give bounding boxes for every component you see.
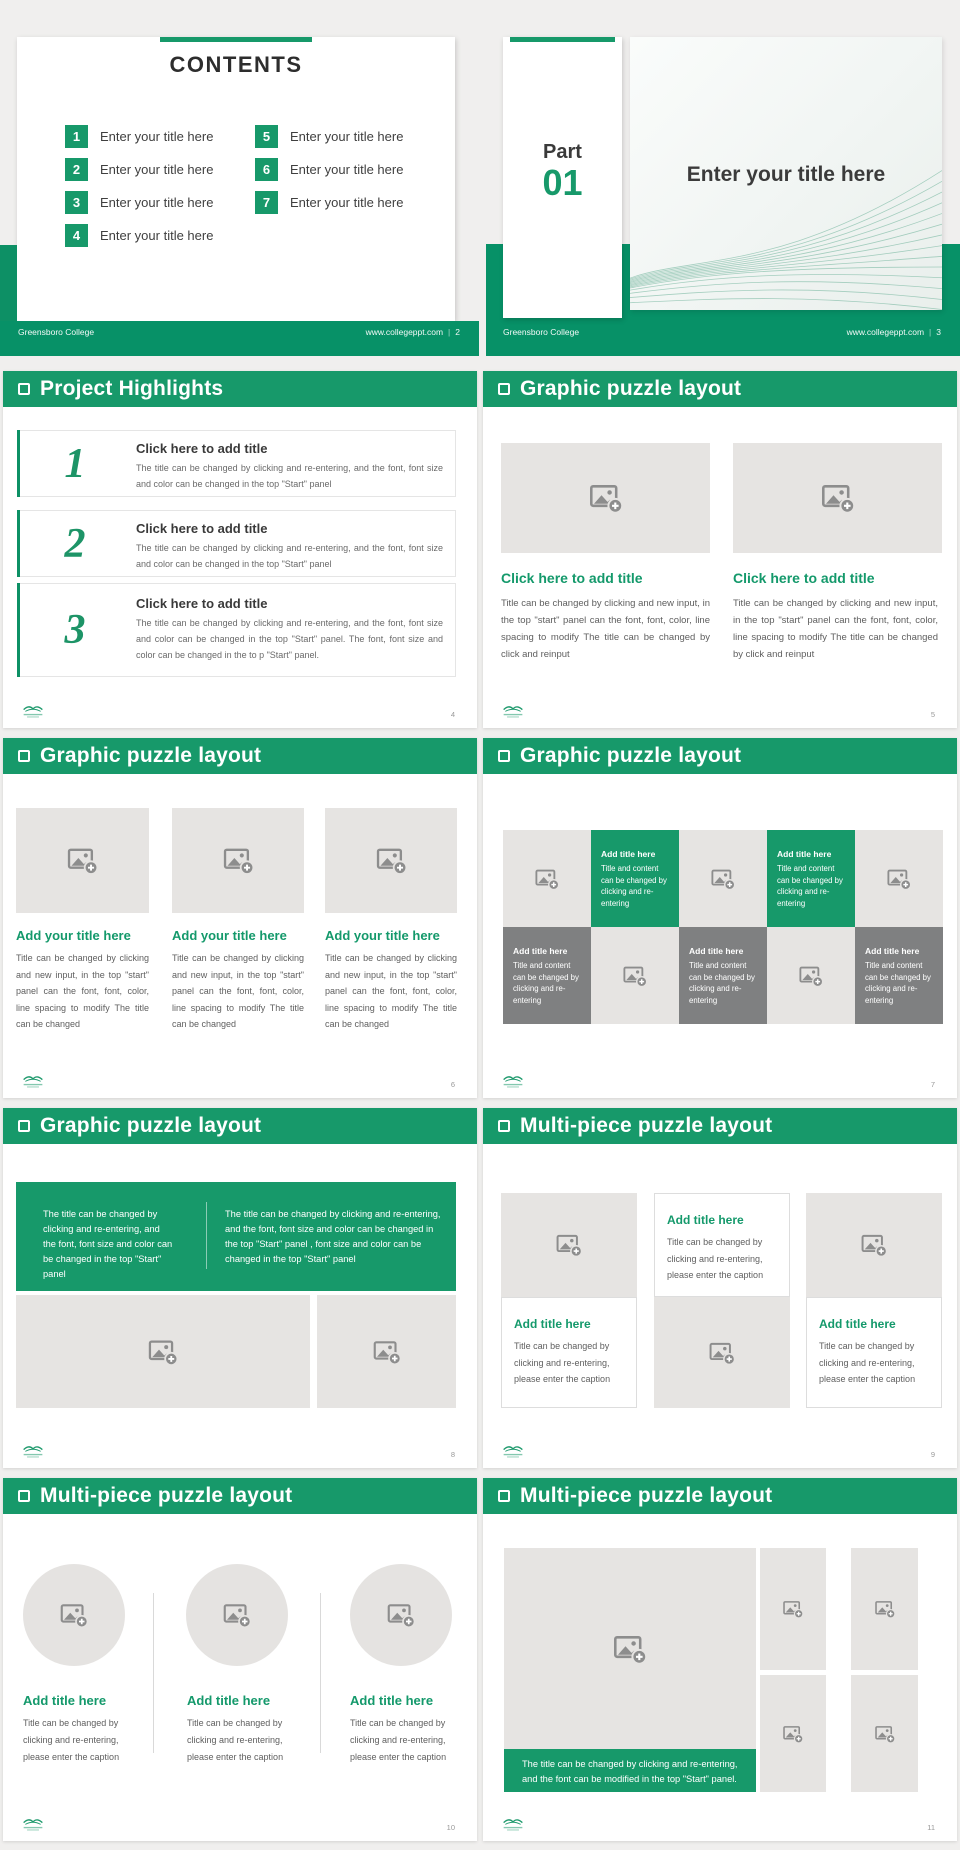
part-block — [503, 141, 622, 202]
cell-title: Add title here — [777, 849, 832, 859]
item-label: Enter your title here — [290, 129, 404, 144]
slide-header — [483, 371, 957, 407]
highlight-number: 3 — [64, 607, 86, 653]
add-image-icon — [612, 1631, 648, 1667]
add-image-icon — [147, 1336, 179, 1368]
add-image-icon — [555, 1231, 583, 1259]
cell-body: Title and content can be changed by clicking and re-entering — [689, 961, 755, 1005]
slide-footer — [20, 1815, 455, 1832]
part-number: 01 — [542, 162, 583, 203]
contents-item — [65, 158, 213, 181]
image-placeholder[interactable] — [503, 830, 591, 927]
block-title: Add title here — [350, 1693, 434, 1708]
item-label: Enter your title here — [290, 195, 404, 210]
add-image-icon — [222, 844, 255, 877]
slide-header — [483, 1108, 957, 1144]
footer-site: www.collegeppt.com — [365, 327, 444, 337]
highlight-item — [17, 510, 456, 577]
slide-section-part-01[interactable] — [480, 0, 960, 360]
page-number: 7 — [930, 1080, 935, 1089]
text-card — [501, 1297, 637, 1408]
slide-header — [3, 1108, 477, 1144]
image-placeholder[interactable] — [760, 1675, 826, 1792]
slide-header-title: Project Highlights — [40, 377, 224, 400]
image-placeholder[interactable] — [855, 830, 943, 927]
add-image-icon — [782, 1598, 804, 1620]
block-title: Add your title here — [325, 928, 440, 943]
cell-title: Add title here — [513, 946, 568, 956]
cell-body: Title and content can be changed by clicking and re-entering — [865, 961, 931, 1005]
item-number-badge: 5 — [255, 125, 278, 148]
slide-footer — [20, 1442, 455, 1459]
slide-contents[interactable] — [0, 0, 480, 360]
contents-column-right — [255, 125, 403, 224]
add-image-icon — [622, 963, 648, 989]
page-number: 11 — [927, 1823, 935, 1832]
page-number: 10 — [446, 1823, 455, 1832]
slide-footer — [503, 327, 941, 337]
card-title: Add title here — [819, 1317, 896, 1331]
slide-footer — [18, 327, 460, 337]
page-number: 5 — [930, 710, 935, 719]
square-bullet-icon — [498, 1490, 510, 1502]
block-title: Click here to add title — [501, 570, 643, 586]
slide-header-title: Graphic puzzle layout — [520, 744, 742, 767]
college-logo — [20, 702, 46, 719]
slide-header-title: Graphic puzzle layout — [40, 744, 262, 767]
image-placeholder-circle[interactable] — [350, 1564, 452, 1666]
square-bullet-icon — [18, 1120, 30, 1132]
grid-row — [503, 830, 943, 927]
grid-text-cell-green — [591, 830, 679, 927]
square-bullet-icon — [498, 1120, 510, 1132]
block-body: Title can be changed by clicking and new input, in the top "start" panel can the font, font, color, line spacing to modify The title can be changed by click and reinput — [501, 598, 710, 660]
item-label: Enter your title here — [100, 129, 214, 144]
add-image-icon — [886, 866, 912, 892]
image-placeholder[interactable] — [501, 443, 710, 553]
contents-item — [255, 125, 403, 148]
block-body: Title can be changed by clicking and new input, in the top "start" panel can the font, font, color, line spacing to modify The title can be changed — [325, 953, 457, 1029]
add-image-icon — [782, 1723, 804, 1745]
image-placeholder-circle[interactable] — [23, 1564, 125, 1666]
image-placeholder[interactable] — [16, 808, 149, 913]
band-divider — [206, 1202, 207, 1269]
block-title: Add your title here — [172, 928, 287, 943]
band-text-left: The title can be changed by clicking and re-entering, and the font, font size and color can be changed in the top "Start" panel — [43, 1209, 173, 1279]
contents-item — [255, 158, 403, 181]
part-label: Part — [543, 141, 582, 163]
page-number: 3 — [936, 327, 941, 337]
add-image-icon — [588, 480, 624, 516]
slide-header-title: Multi-piece puzzle layout — [40, 1484, 293, 1507]
cell-body: Title and content can be changed by clicking and re-entering — [513, 961, 579, 1005]
image-placeholder[interactable] — [806, 1193, 942, 1297]
block-title: Add your title here — [16, 928, 131, 943]
slide-footer — [20, 702, 455, 719]
college-logo — [20, 1072, 46, 1089]
add-image-icon — [375, 844, 408, 877]
highlight-title: Click here to add title — [136, 521, 268, 536]
grid-text-cell-green — [767, 830, 855, 927]
item-label: Enter your title here — [290, 162, 404, 177]
college-logo — [20, 1815, 46, 1832]
slide-header — [3, 1478, 477, 1514]
highlight-item — [17, 583, 456, 677]
footer-site: www.collegeppt.com — [846, 327, 925, 337]
add-image-icon — [874, 1723, 896, 1745]
contents-item — [65, 191, 213, 214]
image-placeholder[interactable] — [501, 1193, 637, 1297]
puzzle-grid — [503, 830, 943, 1024]
contents-column-left — [65, 125, 213, 257]
slide-header — [483, 738, 957, 774]
item-number-badge: 1 — [65, 125, 88, 148]
block-title: Add title here — [23, 1693, 107, 1708]
cell-body: Title and content can be changed by clicking and re-entering — [601, 864, 667, 908]
highlight-body: The title can be changed by clicking and re-entering, and the font, font size and color can be changed in the top "Start" panel — [136, 543, 443, 569]
contents-item — [65, 125, 213, 148]
block-body: Title can be changed by clicking and new input, in the top "start" panel can the font, font, color, line spacing to modify The title can be changed by click and reinput — [733, 598, 938, 660]
item-label: Enter your title here — [100, 228, 214, 243]
add-image-icon — [534, 866, 560, 892]
add-image-icon — [59, 1600, 89, 1630]
add-image-icon — [820, 480, 856, 516]
block-title: Add title here — [187, 1693, 271, 1708]
contents-title: CONTENTS — [169, 52, 303, 77]
band-text-right: The title can be changed by clicking and re-entering, and the font, font size and color can be changed in the top "Start" panel , font size and color can be changed in the top "Start" panel — [225, 1209, 441, 1264]
add-image-icon — [66, 844, 99, 877]
add-image-icon — [710, 866, 736, 892]
image-placeholder[interactable] — [679, 830, 767, 927]
slide-header-title: Multi-piece puzzle layout — [520, 1484, 773, 1507]
text-card — [654, 1193, 790, 1297]
block-body: Title can be changed by clicking and new input, in the top "start" panel can the font, font, color, line spacing to modify The title can be changed — [172, 953, 304, 1029]
slide-footer — [500, 1442, 935, 1459]
accent-bar — [510, 37, 615, 42]
slide-footer — [500, 1072, 935, 1089]
cell-title: Add title here — [689, 946, 744, 956]
image-placeholder[interactable] — [172, 808, 304, 913]
part-panel — [503, 37, 622, 318]
add-image-icon — [372, 1337, 402, 1367]
card-body: Title can be changed by clicking and re-entering, please enter the caption — [514, 1341, 611, 1384]
square-bullet-icon — [18, 383, 30, 395]
item-number-badge: 4 — [65, 224, 88, 247]
college-logo — [20, 1442, 46, 1459]
image-placeholder[interactable] — [325, 808, 457, 913]
image-placeholder[interactable] — [654, 1297, 790, 1408]
grid-text-cell-gray — [503, 927, 591, 1024]
section-title-panel — [630, 37, 942, 310]
image-placeholder[interactable] — [851, 1675, 918, 1792]
block-body: Title can be changed by clicking and re-entering, please enter the caption — [350, 1718, 447, 1762]
square-bullet-icon — [18, 1490, 30, 1502]
block-title: Click here to add title — [733, 570, 875, 586]
image-placeholder[interactable] — [733, 443, 942, 553]
slide-header — [3, 371, 477, 407]
highlight-item — [17, 430, 456, 497]
page-number: 4 — [450, 710, 455, 719]
page-number: 6 — [450, 1080, 455, 1089]
section-title: Enter your title here — [686, 163, 886, 186]
slide-header — [3, 738, 477, 774]
contents-item — [65, 224, 213, 247]
column-divider — [153, 1593, 154, 1753]
highlight-body: The title can be changed by clicking and re-entering, and the font, font size and color can be changed in the top "Start" panel. The font, font size and color can be changed in the to p "Start" panel. — [136, 618, 443, 660]
footer-college: Greensboro College — [503, 327, 580, 337]
cell-body: Title and content can be changed by clicking and re-entering — [777, 864, 843, 908]
college-logo — [500, 1442, 526, 1459]
slide-header — [483, 1478, 957, 1514]
block-body: Title can be changed by clicking and re-entering, please enter the caption — [187, 1718, 284, 1762]
footer-separator: | — [929, 327, 932, 337]
square-bullet-icon — [498, 383, 510, 395]
add-image-icon — [708, 1339, 736, 1367]
card-title: Add title here — [667, 1213, 744, 1227]
college-logo — [500, 702, 526, 719]
accent-square — [0, 245, 17, 321]
square-bullet-icon — [498, 750, 510, 762]
slide-header-title: Graphic puzzle layout — [40, 1114, 262, 1137]
item-label: Enter your title here — [100, 162, 214, 177]
cell-title: Add title here — [601, 849, 656, 859]
card-body: Title can be changed by clicking and re-entering, please enter the caption — [819, 1341, 916, 1384]
grid-text-cell-gray — [679, 927, 767, 1024]
image-placeholder[interactable] — [767, 927, 855, 1024]
page-number: 8 — [450, 1450, 455, 1459]
image-placeholder[interactable] — [504, 1548, 756, 1749]
green-text-band — [16, 1182, 456, 1291]
highlight-title: Click here to add title — [136, 441, 268, 456]
accent-bar — [160, 37, 312, 42]
contents-card — [17, 37, 455, 321]
footer-college: Greensboro College — [18, 327, 95, 337]
page-number: 9 — [930, 1450, 935, 1459]
college-logo — [500, 1815, 526, 1832]
item-number-badge: 3 — [65, 191, 88, 214]
card-body: Title can be changed by clicking and re-entering, please enter the caption — [667, 1237, 764, 1280]
text-card — [806, 1297, 942, 1408]
highlight-title: Click here to add title — [136, 596, 268, 611]
image-placeholder[interactable] — [760, 1548, 826, 1670]
item-label: Enter your title here — [100, 195, 214, 210]
page-number: 2 — [455, 327, 460, 337]
slide-footer — [500, 1815, 935, 1832]
block-body: Title can be changed by clicking and new input, in the top "start" panel can the font, font, color, line spacing to modify The title can be changed — [16, 953, 149, 1029]
add-image-icon — [798, 963, 824, 989]
add-image-icon — [860, 1231, 888, 1259]
slide-header-title: Graphic puzzle layout — [520, 377, 742, 400]
highlight-number: 2 — [64, 520, 86, 567]
item-number-badge: 2 — [65, 158, 88, 181]
image-placeholder[interactable] — [317, 1295, 456, 1408]
add-image-icon — [222, 1600, 252, 1630]
image-placeholder[interactable] — [591, 927, 679, 1024]
cell-title: Add title here — [865, 946, 920, 956]
block-body: Title can be changed by clicking and re-entering, please enter the caption — [23, 1718, 120, 1762]
image-placeholder[interactable] — [851, 1548, 918, 1670]
image-placeholder-circle[interactable] — [186, 1564, 288, 1666]
grid-row — [503, 927, 943, 1024]
slide-footer — [500, 702, 935, 719]
footer-separator: | — [448, 327, 451, 337]
add-image-icon — [386, 1600, 416, 1630]
card-title: Add title here — [514, 1317, 591, 1331]
college-logo — [500, 1072, 526, 1089]
image-placeholder[interactable] — [16, 1295, 310, 1408]
item-number-badge: 7 — [255, 191, 278, 214]
slide-footer — [20, 1072, 455, 1089]
square-bullet-icon — [18, 750, 30, 762]
item-number-badge: 6 — [255, 158, 278, 181]
highlight-number: 1 — [64, 440, 86, 487]
green-caption-box: The title can be changed by clicking and re-entering, and the font can be modified in the top "Start" panel. — [504, 1749, 756, 1792]
column-divider — [320, 1593, 321, 1753]
highlight-body: The title can be changed by clicking and re-entering, and the font, font size and color can be changed in the top "Start" panel — [136, 463, 443, 489]
add-image-icon — [874, 1598, 896, 1620]
grid-text-cell-gray — [855, 927, 943, 1024]
contents-item — [255, 191, 403, 214]
slide-header-title: Multi-piece puzzle layout — [520, 1114, 773, 1137]
